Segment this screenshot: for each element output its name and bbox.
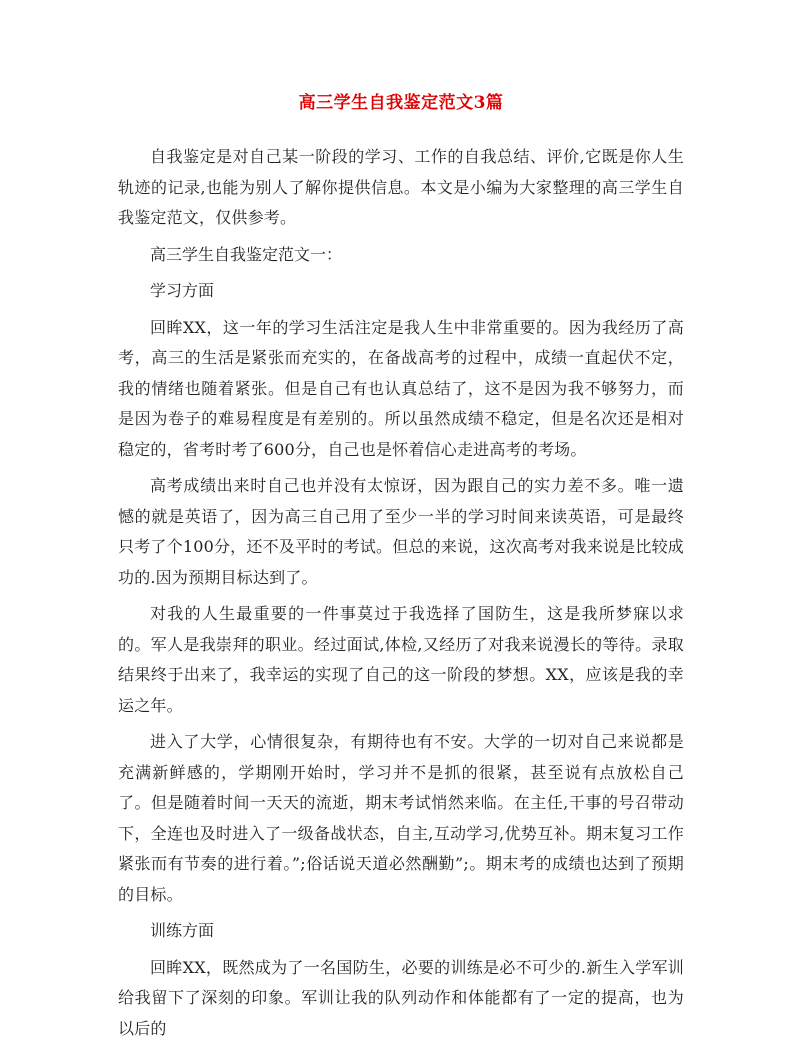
study-paragraph-3: 对我的人生最重要的一件事莫过于我选择了国防生，这是我所梦寐以求的。军人是我崇拜的职业。经过面试,体检,又经历了对我来说漫长的等待。录取结果终于出来了，我幸运的实现了自己的这一阶段的梦想。XX，应该是我的幸运之年。 [118, 604, 684, 715]
subheading-training: 训练方面 [150, 921, 215, 940]
section-heading-essay-one: 高三学生自我鉴定范文一： [150, 244, 343, 264]
study-paragraph-2: 高考成绩出来时自己也并没有太惊讶，因为跟自己的实力差不多。唯一遗憾的就是英语了，因为高三自己用了至少一半的学习时间来读英语，可是最终只考了个100分，还不及平时的考试。但总的来说，这次高考对我来说是比较成功的.因为预期目标达到了。 [118, 476, 684, 587]
study-paragraph-1: 回眸XX，这一年的学习生活注定是我人生中非常重要的。因为我经历了高考，高三的生活是紧张而充实的，在备战高考的过程中，成绩一直起伏不定，我的情绪也随着紧张。但是自己有也认真总结了，这不是因为我不够努力，而是因为卷子的难易程度是有差别的。所以虽然成绩不稳定，但是名次还是相对稳定的，省考时考了600分，自己也是怀着信心走进高考的考场。 [118, 317, 684, 459]
study-paragraph-4: 进入了大学，心情很复杂，有期待也有不安。大学的一切对自己来说都是充满新鲜感的，学期刚开始时，学习并不是抓的很紧，甚至说有点放松自己了。但是随着时间一天天的流逝，期末考试悄然来临。在主任,干事的号召带动下，全连也及时进入了一级备战状态，自主,互动学习,优势互补。期末复习工作紧张而有节奏的进行着。”;俗话说天道必然酬勤”;。期末考的成绩也达到了预期的目标。 [118, 732, 684, 904]
intro-paragraph: 自我鉴定是对自己某一阶段的学习、工作的自我总结、评价,它既是你人生轨迹的记录,也能为别人了解你提供信息。本文是小编为大家整理的高三学生自我鉴定范文，仅供参考。 [118, 147, 684, 227]
subheading-study: 学习方面 [150, 281, 215, 300]
training-paragraph-1: 回眸XX，既然成为了一名国防生，必要的训练是必不可少的.新生入学军训给我留下了深刻的印象。军训让我的队列动作和体能都有了一定的提高，也为以后的 [118, 957, 684, 1038]
document-page [118, 92, 684, 1050]
document-title: 高三学生自我鉴定范文3篇 [298, 93, 504, 113]
